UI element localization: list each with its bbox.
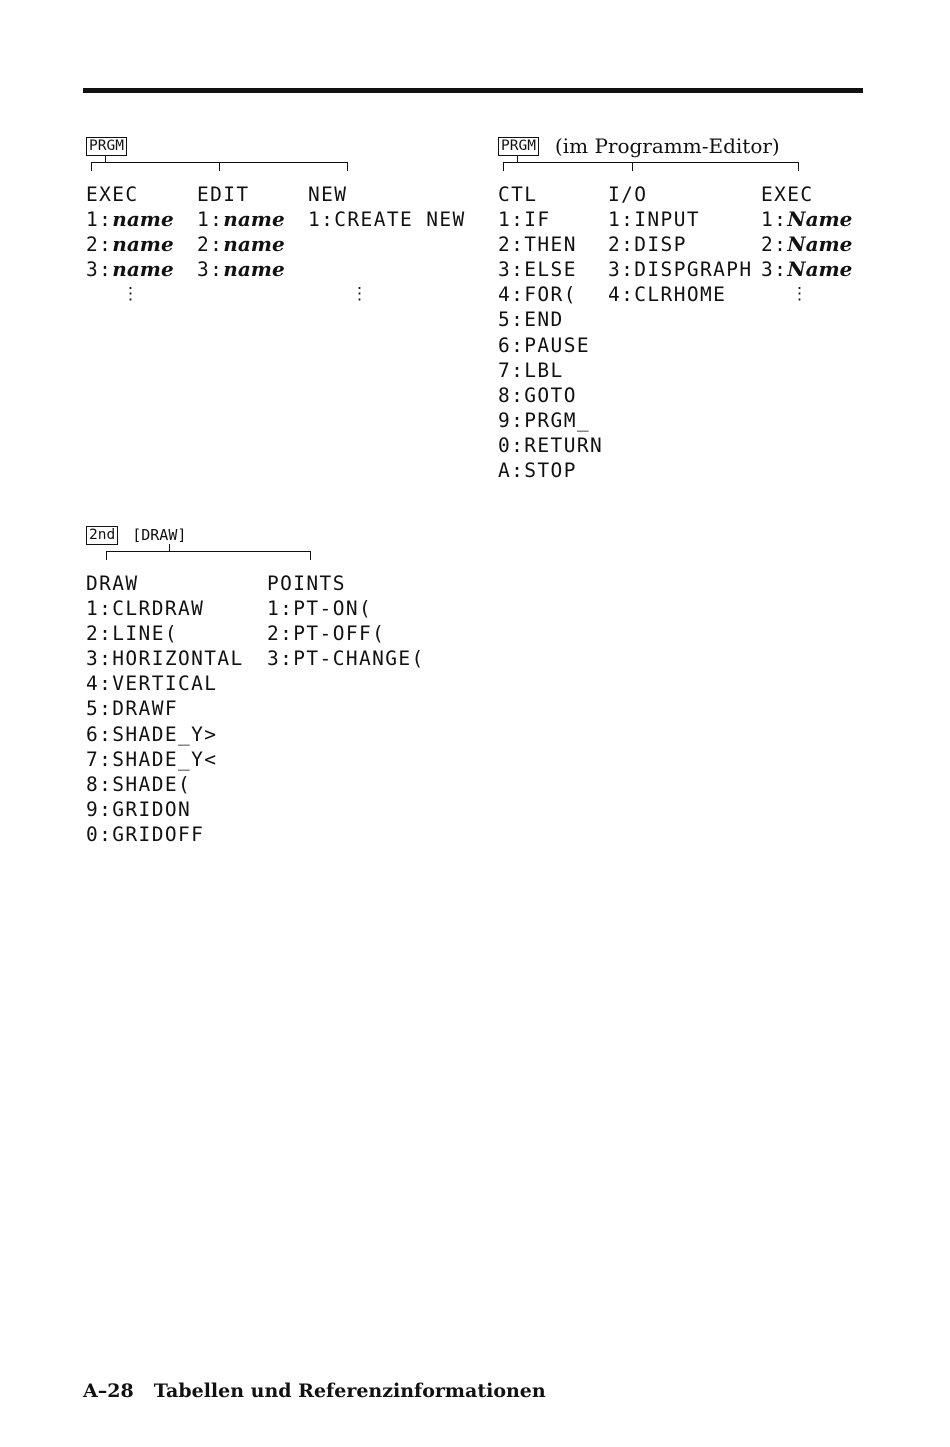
menu-header: I/O bbox=[608, 183, 648, 206]
menu-column bbox=[86, 182, 197, 307]
editor-caption: (im Programm-Editor) bbox=[554, 134, 780, 158]
menu-item: 4:FOR( bbox=[498, 283, 577, 307]
footer-title: Tabellen und Referenzinformationen bbox=[153, 1380, 546, 1402]
menu-item: 3:name bbox=[197, 257, 285, 282]
menu-item: 3:DISPGRAPH bbox=[608, 258, 753, 282]
prgm-key: PRGM bbox=[498, 137, 539, 156]
menu-header: EXEC bbox=[761, 183, 814, 206]
menu-header: EDIT bbox=[197, 183, 250, 206]
menu-column bbox=[761, 182, 861, 483]
menu-header: POINTS bbox=[267, 572, 346, 595]
draw-key: [ DRAW ] bbox=[132, 527, 186, 544]
menu-item: 0:GRIDOFF bbox=[86, 822, 205, 846]
menu-header: NEW bbox=[308, 183, 348, 206]
prgm-editor-menu-block bbox=[498, 133, 861, 483]
menu-item: 1:Name bbox=[761, 207, 853, 232]
menu-column bbox=[86, 571, 267, 847]
draw-menu-columns bbox=[86, 571, 437, 847]
menu-column bbox=[267, 571, 437, 847]
menu-item: 8:SHADE( bbox=[86, 772, 192, 796]
top-rule bbox=[83, 88, 863, 93]
menu-item: 2:DISP bbox=[608, 233, 687, 257]
menu-item: 1:PT-ON( bbox=[267, 597, 373, 621]
menu-item: 3:HORIZONTAL bbox=[86, 647, 244, 671]
menu-item: 1:name bbox=[86, 207, 174, 232]
menu-column bbox=[608, 182, 761, 483]
menu-item: 2:PT-OFF( bbox=[267, 622, 386, 646]
menu-header: CTL bbox=[498, 183, 538, 206]
menu-item: 3:name bbox=[86, 257, 174, 282]
draw-menu-block bbox=[86, 522, 437, 847]
menu-item: 7:SHADE_Y< bbox=[86, 747, 218, 771]
menu-item: 2:Name bbox=[761, 232, 853, 257]
continuation-dots: ⋮ bbox=[791, 284, 808, 305]
menu-item: 1:IF bbox=[498, 208, 551, 232]
menu-item: 9:GRIDON bbox=[86, 797, 192, 821]
menu-tree-connector bbox=[86, 548, 437, 572]
menu-item: 1:INPUT bbox=[608, 208, 700, 232]
menu-item: 1:name bbox=[197, 207, 285, 232]
menu-item: 2:THEN bbox=[498, 233, 577, 257]
menu-tree-connector bbox=[498, 159, 861, 183]
menu-item: 8:GOTO bbox=[498, 383, 577, 407]
menu-header: EXEC bbox=[86, 183, 139, 206]
prgm-editor-menu-columns bbox=[498, 182, 861, 483]
menu-column bbox=[308, 182, 468, 307]
continuation-dots: ⋮ bbox=[122, 284, 139, 305]
menu-header: DRAW bbox=[86, 572, 139, 595]
page-number: A–28 bbox=[83, 1380, 134, 1402]
menu-item: 4:CLRHOME bbox=[608, 283, 727, 307]
menu-item: 1:CLRDRAW bbox=[86, 597, 205, 621]
menu-item: 1:CREATE NEW bbox=[308, 208, 466, 232]
menu-item: 2:name bbox=[86, 232, 174, 257]
menu-item: A:STOP bbox=[498, 459, 577, 483]
menu-item: 6:PAUSE bbox=[498, 333, 590, 357]
menu-item: 5:DRAWF bbox=[86, 697, 178, 721]
menu-item: 5:END bbox=[498, 308, 564, 332]
page-footer bbox=[83, 1380, 546, 1402]
menu-item: 7:LBL bbox=[498, 358, 564, 382]
menu-item: 3:PT-CHANGE( bbox=[267, 647, 425, 671]
menu-column bbox=[498, 182, 608, 483]
menu-item: 4:VERTICAL bbox=[86, 672, 218, 696]
menu-item: 2:LINE( bbox=[86, 622, 178, 646]
menu-item: 0:RETURN bbox=[498, 433, 604, 457]
menu-item: 6:SHADE_Y> bbox=[86, 722, 218, 746]
menu-item: 3:Name bbox=[761, 257, 853, 282]
continuation-dots: ⋮ bbox=[351, 284, 368, 305]
menu-item: 2:name bbox=[197, 232, 285, 257]
prgm-menu-columns bbox=[86, 182, 468, 307]
prgm-menu-block bbox=[86, 133, 468, 307]
menu-tree-connector bbox=[86, 159, 468, 183]
menu-item: 3:ELSE bbox=[498, 258, 577, 282]
menu-item: 9:PRGM_ bbox=[498, 408, 590, 432]
prgm-key: PRGM bbox=[86, 137, 127, 156]
2nd-key: 2nd bbox=[86, 526, 118, 545]
